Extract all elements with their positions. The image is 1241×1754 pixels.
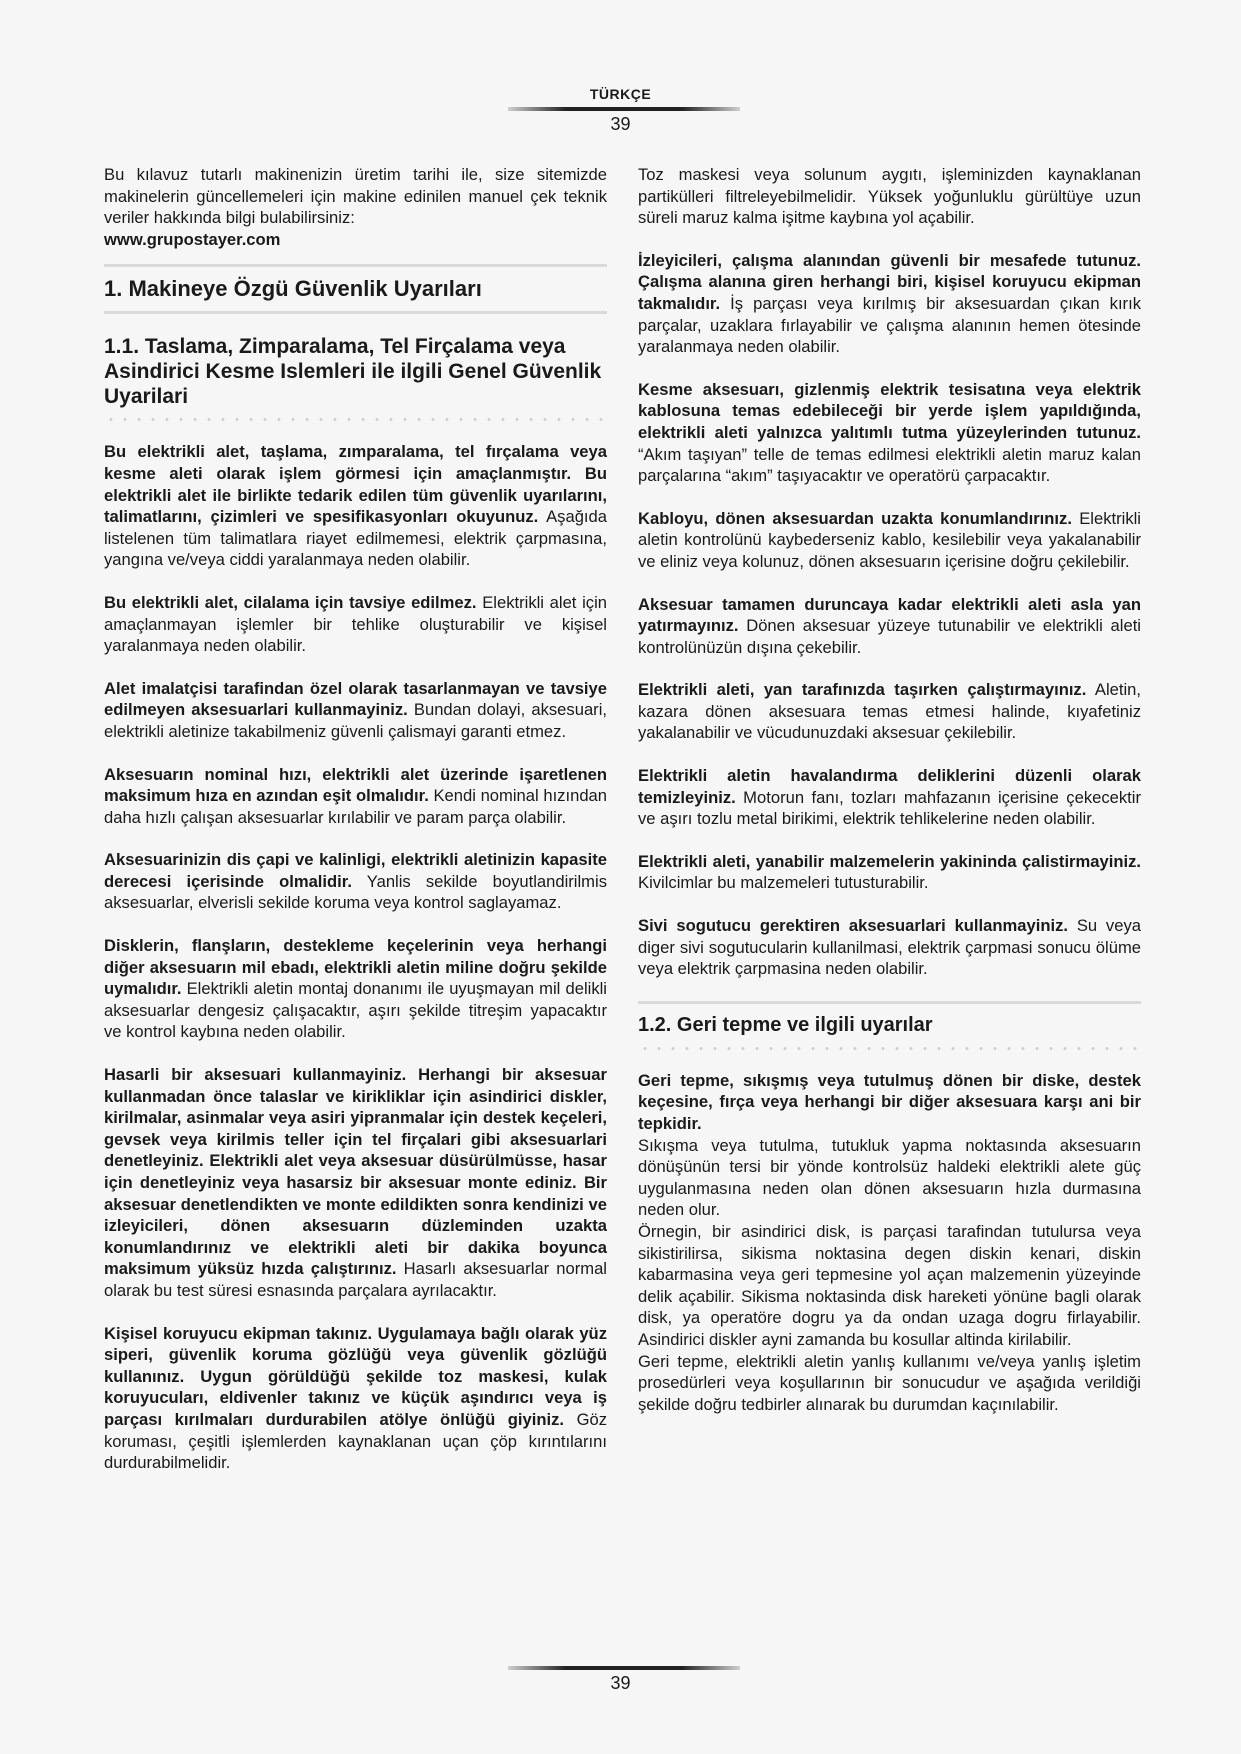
paragraph-text: Aletin, kazara dönen aksesuara temas etmesi halinde, kıyafetiniz yakalanabilir ve vücudunuzdaki aksesuar çekilebilir. xyxy=(638,680,1141,743)
footer-divider xyxy=(508,1666,740,1670)
intro-paragraph xyxy=(104,164,607,250)
paragraph-text: Elektrikli aletin montaj donanımı ile uyuşmayan mil delikli aksesuarlar dengesiz çalışacaktır, aşırı şekilde titreşim yapacaktır ve kontrol kaybına neden olabilir. xyxy=(104,979,607,1042)
paragraph-text: Elektrikli alet için amaçlanmayan işlemler bir tehlike oluşturabilir ve kişisel yaralanmaya neden olabilir. xyxy=(104,592,607,656)
paragraph xyxy=(638,379,1141,487)
paragraph xyxy=(104,935,607,1043)
page-number-bottom: 39 xyxy=(610,1673,631,1693)
paragraph-bold: Disklerin, flanşların, destekleme keçelerinin veya herhangi diğer aksesuarın mil ebadı, elektrikli aletin miline doğru şekilde uymalıdır. xyxy=(104,936,607,999)
paragraph-text: Göz koruması, çeşitli işlemlerden kaynaklanan uçan çöp kırıntılarını durdurabilmelidir. xyxy=(104,1409,608,1473)
page-number-top: 39 xyxy=(610,114,631,134)
paragraph xyxy=(104,1064,607,1302)
paragraph-bold: Aksesuarinizin dis çapi ve kalinligi, elektrikli aletinizin kapasite derecesi içerisinde olmalidir. xyxy=(104,850,607,891)
paragraph-text: Elektrikli aletin kontrolünü kaybederseniz kablo, kesilebilir veya yakalanabilir ve eliniz veya kolunuz, dönen aksesuarın içerisine doğru çekilebilir. xyxy=(638,508,1141,571)
paragraph xyxy=(638,765,1141,830)
paragraph-text: İş parçası veya kırılmış bir aksesuardan çıkan kırık parçalar, uzaklara fırlayabilir ve çalışma alanının hemen ötesinde yaralanmaya neden olabilir. xyxy=(638,293,1141,357)
paragraph xyxy=(638,915,1141,980)
paragraph-bold: Kişisel koruyucu ekipman takınız. Uygulamaya bağlı olarak yüz siperi, güvenlik koruma gözlüğü veya güvenlik gözlüğü kullanınız. Uygun görüldüğü şekilde toz maskesi, kulak koruyucuları, eldivenler takınız ve küçük aşındırıcı veya iş parçası kırılmaları durdurabilen atölye önlüğü giyiniz. xyxy=(104,1323,607,1429)
paragraph xyxy=(638,851,1141,894)
subsection-heading-1-2: 1.2. Geri tepme ve ilgili uyarılar xyxy=(638,1001,1141,1038)
left-column xyxy=(104,164,607,1474)
subsection-heading-1-1: 1.1. Taslama, Zimparalama, Tel Firçalama veya Asindirici Kesme Islemleri ile ilgili Genel Güvenlik Uyarilari xyxy=(104,335,602,409)
paragraph-bold: Alet imalatçisi tarafindan özel olarak tasarlanmayan ve tavsiye edilmeyen aksesuarlari kullanmayiniz. xyxy=(104,678,607,720)
paragraph xyxy=(104,678,607,743)
paragraph-bold: Elektrikli aletin havalandırma deliklerini düzenli olarak temizleyiniz. xyxy=(638,766,1141,807)
language-label: TÜRKÇE xyxy=(589,86,652,102)
paragraph-text: Bundan dolayi, aksesuari, elektrikli aletinize takabilmeniz güvenli çalismayi garanti etmez. xyxy=(104,700,607,741)
paragraph-text: Aşağıda listelenen tüm talimatlara riayet edilmemesi, elektrik çarpmasına, yangına ve/veya ciddi yaralanmaya neden olabilir. xyxy=(104,507,607,570)
paragraph xyxy=(638,1070,1141,1135)
paragraph-text: Toz maskesi veya solunum aygıtı, işleminizden kaynaklanan partikülleri filtreleyebilmelidir. Yüksek yoğunluklu gürültüye uzun süreli maruz kalma işitme kaybına yol açabilir. xyxy=(638,165,1141,228)
paragraph-bold: Elektrikli aleti, yan tarafınızda taşırken çalıştırmayınız. xyxy=(638,680,1087,700)
heading-rule xyxy=(104,311,607,314)
paragraph xyxy=(638,594,1141,659)
dotted-divider xyxy=(638,1047,1141,1050)
paragraph-text: Geri tepme, elektrikli aletin yanlış kullanımı ve/veya yanlış işletim prosedürleri veya koşullarının bir sonucudur ve aşağıda verildiği şekilde doğru tedbirler alınarak bu durumdan kaçınılabilir. xyxy=(638,1351,1141,1414)
paragraph xyxy=(104,849,607,914)
paragraph-bold: Sivi sogutucu gerektiren aksesuarlari kullanmayiniz. xyxy=(638,916,1068,936)
section-heading-1: 1. Makineye Özgü Güvenlik Uyarıları xyxy=(104,264,607,303)
paragraph-text: Motorun fanı, tozları mahfazanın içerisine çekecektir ve aşırı tozlu metal birikimi, elektrik tehlikelerine neden olabilir. xyxy=(638,787,1141,829)
paragraph xyxy=(104,764,607,829)
paragraph xyxy=(638,508,1141,573)
paragraph-bold: Kesme aksesuarı, gizlenmiş elektrik tesisatına veya elektrik kablosuna temas edebileceği bir yerde işlem yapıldığında, elektrikli aleti yalnızca yalıtımlı tutma yüzeylerinden tutunuz. xyxy=(638,379,1141,442)
intro-text: Bu kılavuz tutarlı makinenizin üretim tarihi ile, size sitemizde makinelerin güncellemeleri için makine edinilen manuel çek teknik veriler hakkında bilgi bulabilirsiniz: xyxy=(104,165,607,228)
paragraph xyxy=(638,164,1141,229)
paragraph-text: Sıkışma veya tutulma, tutukluk yapma noktasında aksesuarın dönüşünün tersi bir yönde kontrolsüz haldeki elektrikli alete güç uygulanmasına neden olan dönen aksesuarın hızla durmasına neden olur. xyxy=(638,1135,1141,1220)
paragraph-bold: Hasarli bir aksesuari kullanmayiniz. Herhangi bir aksesuar kullanmadan önce talaslar ve kirikliklar için asindirici diskler, kirilmalar, asinmalar veya asiri yipranmalar için destek keçeleri, gevsek veya kirilmis teller için tel firçalari gibi aksesuarlari denetleyiniz. Elektrikli alet veya aksesuar düsürülmüsse, hasar için denetleyiniz veya hasarsiz bir aksesuar monte ediniz. Bir aksesuar denetlendikten ve monte edildikten sonra kendinizi ve izleyicileri, dönen aksesuarın düzleminden uzakta konumlandırınız ve elektrikli aleti bir dakika boyunca maksimum yüksüz hızda çalıştırınız. xyxy=(104,1065,607,1279)
paragraph-bold: Geri tepme, sıkışmış veya tutulmuş dönen bir diske, destek keçesine, fırça veya herhangi bir diğer aksesuara karşı ani bir tepkidir. xyxy=(638,1070,1141,1133)
paragraph-text: Yanlis sekilde boyutlandirilmis aksesuarlar, elverisli sekilde koruma veya kontrol saglayamaz. xyxy=(104,871,607,913)
dotted-divider xyxy=(104,418,607,421)
paragraph-bold: Bu elektrikli alet, cilalama için tavsiye edilmez. xyxy=(104,592,477,612)
paragraph-text: Su veya diger sivi sogutucularin kullanilmasi, elektrik çarpmasi sonucu ölüme veya elektrik çarpmasina neden olabilir. xyxy=(638,916,1141,979)
paragraph-text: “Akım taşıyan” telle de temas edilmesi elektrikli aletin maruz kalan parçalarına “akım” taşıyacaktır ve operatörü çarpacaktır. xyxy=(638,444,1141,486)
paragraph-bold: Aksesuar tamamen duruncaya kadar elektrikli aleti asla yan yatırmayınız. xyxy=(638,594,1141,636)
paragraph-bold: Elektrikli aleti, yanabilir malzemelerin yakininda çalistirmayiniz. xyxy=(638,851,1141,871)
paragraph xyxy=(104,441,607,571)
paragraph-text: Dönen aksesuar yüzeye tutunabilir ve elektrikli aleti kontrolünüzün dışına çekebilir. xyxy=(638,616,1141,657)
paragraph-bold: Bu elektrikli alet, taşlama, zımparalama, tel fırçalama veya kesme aleti olarak işlem görmesi için amaçlanmıştır. Bu elektrikli alet ile birlikte tedarik edilen tüm güvenlik uyarılarını, talimatlarını, çizimleri ve spesifikasyonları okuyunuz. xyxy=(104,442,607,527)
right-column xyxy=(638,164,1141,1415)
paragraph-bold: Kabloyu, dönen aksesuardan uzakta konumlandırınız. xyxy=(638,508,1072,528)
paragraph xyxy=(104,592,607,657)
paragraph-text: Kivilcimlar bu malzemeleri tutusturabilir. xyxy=(638,873,929,893)
paragraph-text: Hasarlı aksesuarlar normal olarak bu test süresi esnasında parçalara ayrılacaktır. xyxy=(104,1259,607,1300)
header-divider xyxy=(508,107,740,111)
paragraph-bold: Aksesuarın nominal hızı, elektrikli alet üzerinde işaretlenen maksimum hıza en azından eşit olmalıdır. xyxy=(104,764,607,806)
paragraph xyxy=(638,679,1141,744)
paragraph xyxy=(638,250,1141,358)
paragraph-text: Örnegin, bir asindirici disk, is parçasi tarafindan tutulursa veya sikistirilirsa, sikisma noktasina degen diskin kenari, diskin kabarmasina veya geri tepmesine yol açan malzemenin yüzeyinde delik açabilir. Sikisma noktasinda disk hareketi yönüne bagli olarak disk, ya operatöre dogru ya da ondan uzaga dogru firlayabilir. Asindirici diskler ayni zamanda bu kosullar altinda kirilabilir. xyxy=(638,1221,1141,1349)
paragraph xyxy=(104,1323,607,1474)
paragraph-bold: İzleyicileri, çalışma alanından güvenli bir mesafede tutunuz. Çalışma alanına giren herhangi biri, kişisel koruyucu ekipman takmalıdır. xyxy=(638,250,1141,313)
paragraph-text: Kendi nominal hızından daha hızlı çalışan aksesuarlar kırılabilir ve param parça olabilir. xyxy=(104,786,607,827)
website-link[interactable]: www.grupostayer.com xyxy=(104,229,281,249)
